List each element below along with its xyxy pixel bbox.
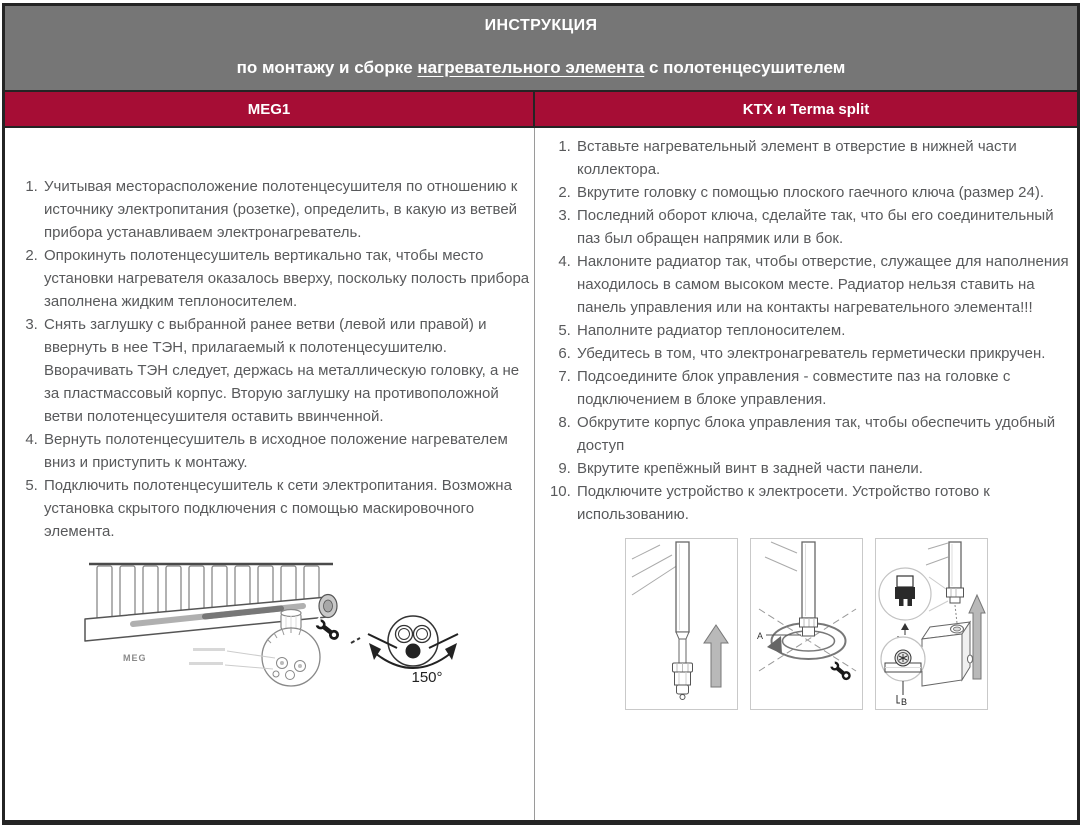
ktx-figures bbox=[535, 538, 1077, 710]
subtitle-suffix: с полотенцесушителем bbox=[644, 58, 846, 77]
ktx-steps bbox=[535, 135, 1077, 526]
doc-title: ИНСТРУКЦИЯ bbox=[484, 17, 598, 34]
ktx-figure-control-unit bbox=[875, 538, 988, 710]
step-item: 9. Вкрутите крепёжный винт в задней части панели. bbox=[575, 457, 1069, 480]
step-item: 3. Последний оборот ключа, сделайте так, что бы его соединительный паз был обращен напрямик или в бок. bbox=[575, 204, 1069, 250]
instruction-table bbox=[2, 3, 1080, 825]
angle-label: 150° bbox=[410, 669, 443, 686]
step-item: 2. Опрокинуть полотенцесушитель вертикально так, чтобы место установки нагревателя оказалось вверху, поскольку полость прибора заполнена жидким теплоносителем. bbox=[42, 244, 530, 313]
subtitle-underlined-term: нагревательного элемента bbox=[417, 58, 645, 77]
step-item: 4. Наклоните радиатор так, чтобы отверстие, служащее для наполнения находилось в самом высоком месте. Радиатор нельзя ставить на панель управления или на контакты нагревательного элемента!!! bbox=[575, 250, 1069, 319]
detail-connector-a bbox=[879, 568, 931, 647]
meg1-radiator-drawing bbox=[75, 555, 465, 740]
ktx-figure-insert-element bbox=[625, 538, 738, 710]
wrench-icon bbox=[311, 616, 341, 643]
control-unit-box bbox=[922, 622, 973, 686]
tiny-label-line bbox=[193, 648, 225, 651]
step-item: 5. Подключить полотенцесушитель к сети электропитания. Возможна установка скрытого подключения с помощью маскировочного элемента. bbox=[42, 474, 530, 543]
step-item: 4. Вернуть полотенцесушитель в исходное положение нагревателем вниз и приступить к монтажу. bbox=[42, 428, 530, 474]
column-header-ktx: KTX и Terma split bbox=[742, 101, 870, 118]
tiny-label-line bbox=[189, 662, 223, 665]
meg1-figure bbox=[5, 555, 534, 740]
detail-screw-b bbox=[881, 637, 925, 707]
meg1-steps bbox=[5, 175, 534, 543]
column-header-row bbox=[5, 90, 1077, 128]
doc-subtitle bbox=[5, 58, 1077, 78]
detail-label-a: A bbox=[756, 631, 763, 641]
meg-caption: MEG bbox=[122, 653, 147, 663]
doc-header bbox=[5, 6, 1077, 90]
heating-element bbox=[672, 663, 692, 700]
angle-range-diagram bbox=[368, 616, 458, 686]
step-item: 2. Вкрутите головку с помощью плоского гаечного ключа (размер 24). bbox=[575, 181, 1069, 204]
step-item: 3. Снять заглушку с выбранной ранее ветви (левой или правой) и ввернуть в нее ТЭН, прилагаемый к полотенцесушителю. Вворачивать ТЭН следует, держась на металлическую головку, а не за пластмассовый корпус. Вторую заглушку на противоположной ветви полотенцесушителя оставить ввинченной. bbox=[42, 313, 530, 428]
step-item: 10. Подключите устройство к электросети. Устройство готово к использованию. bbox=[575, 480, 1069, 526]
step-item: 5. Наполните радиатор теплоносителем. bbox=[575, 319, 1069, 342]
column-header-meg1: MEG1 bbox=[5, 92, 535, 126]
detail-label-b: B bbox=[900, 697, 907, 707]
wrench-icon bbox=[826, 658, 853, 683]
step-item: 6. Убедитесь в том, что электронагреватель герметически прикручен. bbox=[575, 342, 1069, 365]
table-body bbox=[5, 128, 1077, 820]
step-item: 1. Учитывая месторасположение полотенцесушителя по отношению к источнику электропитания (розетке), определить, в какую из ветвей прибора устанавливаем электронагреватель. bbox=[42, 175, 530, 244]
up-arrow-icon bbox=[704, 625, 728, 687]
column-meg1 bbox=[5, 128, 535, 820]
step-item: 1. Вставьте нагревательный элемент в отверстие в нижней части коллектора. bbox=[575, 135, 1069, 181]
up-arrow-icon bbox=[969, 595, 985, 679]
ktx-figure-tighten-head bbox=[750, 538, 863, 710]
step-item: 8. Обкрутите корпус блока управления так, чтобы обеспечить удобный доступ bbox=[575, 411, 1069, 457]
step-item: 7. Подсоедините блок управления - совместите паз на головке с подключением в блоке управления. bbox=[575, 365, 1069, 411]
column-ktx bbox=[535, 128, 1077, 820]
subtitle-prefix: по монтажу и сборке bbox=[236, 58, 418, 77]
